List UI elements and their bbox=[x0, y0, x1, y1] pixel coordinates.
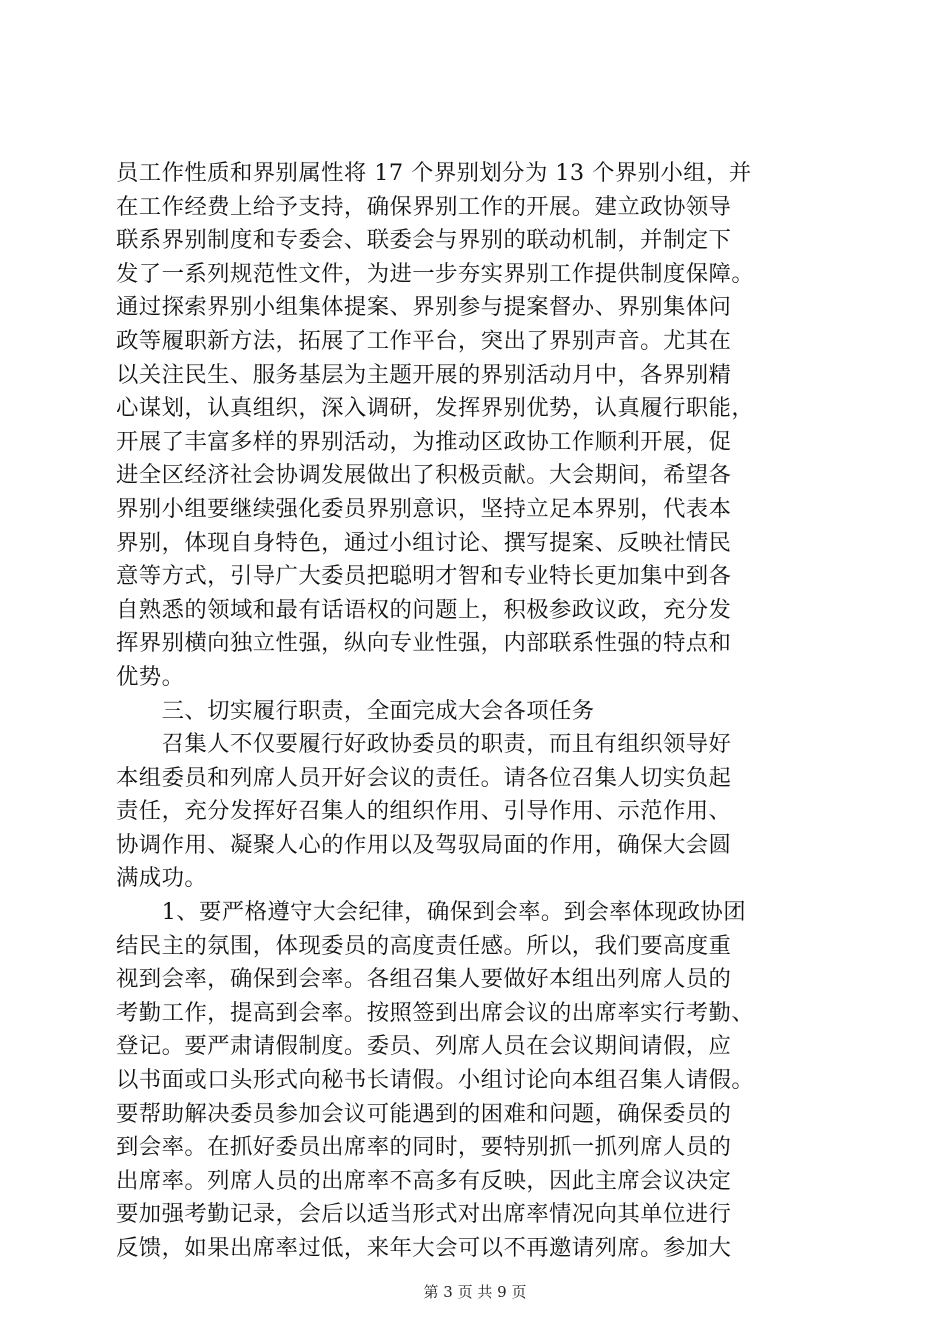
text-line: 协调作用、凝聚人心的作用以及驾驭局面的作用，确保大会圆 bbox=[116, 831, 732, 858]
text-line: 结民主的氛围，体现委员的高度责任感。所以，我们要高度重 bbox=[116, 932, 732, 959]
text-line: 出席率。列席人员的出席率不高多有反映，因此主席会议决定 bbox=[116, 1167, 732, 1194]
text-line: 心谋划，认真组织，深入调研，发挥界别优势，认真履行职能， bbox=[116, 395, 755, 422]
text-line: 要帮助解决委员参加会议可能遇到的困难和问题，确保委员的 bbox=[116, 1100, 732, 1127]
text-line: 以书面或口头形式向秘书长请假。小组讨论向本组召集人请假。 bbox=[116, 1067, 755, 1094]
text-line: 在工作经费上给予支持，确保界别工作的开展。建立政协领导 bbox=[116, 193, 732, 220]
text-line: 视到会率，确保到会率。各组召集人要做好本组出列席人员的 bbox=[116, 966, 732, 993]
text-line: 政等履职新方法，拓展了工作平台，突出了界别声音。尤其在 bbox=[116, 327, 732, 354]
text-line: 进全区经济社会协调发展做出了积极贡献。大会期间，希望各 bbox=[116, 462, 732, 489]
text-line: 1、要严格遵守大会纪律，确保到会率。到会率体现政协团 bbox=[116, 899, 746, 926]
text-line: 开展了丰富多样的界别活动，为推动区政协工作顺利开展，促 bbox=[116, 428, 732, 455]
text-line: 要加强考勤记录，会后以适当形式对出席率情况向其单位进行 bbox=[116, 1201, 732, 1228]
text-line: 界别，体现自身特色，通过小组讨论、撰写提案、反映社情民 bbox=[116, 529, 732, 556]
text-line: 以关注民生、服务基层为主题开展的界别活动月中，各界别精 bbox=[116, 361, 732, 388]
page-number-footer: 第 3 页 共 9 页 bbox=[423, 1283, 527, 1301]
text-line: 满成功。 bbox=[116, 865, 208, 892]
text-line: 联系界别制度和专委会、联委会与界别的联动机制，并制定下 bbox=[116, 227, 732, 254]
section-heading: 三、切实履行职责，全面完成大会各项任务 bbox=[116, 697, 595, 724]
text-line: 意等方式，引导广大委员把聪明才智和专业特长更加集中到各 bbox=[116, 563, 732, 590]
document-body bbox=[116, 157, 856, 1266]
text-line: 到会率。在抓好委员出席率的同时，要特别抓一抓列席人员的 bbox=[116, 1134, 732, 1161]
text-line: 发了一系列规范性文件，为进一步夯实界别工作提供制度保障。 bbox=[116, 260, 755, 287]
text-line: 自熟悉的领域和最有话语权的问题上，积极参政议政，充分发 bbox=[116, 596, 732, 623]
text-line: 本组委员和列席人员开好会议的责任。请各位召集人切实负起 bbox=[116, 764, 732, 791]
text-line: 反馈，如果出席率过低，来年大会可以不再邀请列席。参加大 bbox=[116, 1235, 732, 1261]
text-line: 通过探索界别小组集体提案、界别参与提案督办、界别集体问 bbox=[116, 294, 732, 321]
text-line: 考勤工作，提高到会率。按照签到出席会议的出席率实行考勤、 bbox=[116, 999, 755, 1026]
text-line: 召集人不仅要履行好政协委员的职责，而且有组织领导好 bbox=[116, 731, 732, 758]
text-line: 界别小组要继续强化委员界别意识，坚持立足本界别，代表本 bbox=[116, 495, 732, 522]
text-line: 员工作性质和界别属性将 17 个界别划分为 13 个界别小组，并 bbox=[116, 160, 752, 186]
text-line: 责任，充分发挥好召集人的组织作用、引导作用、示范作用、 bbox=[116, 798, 732, 825]
text-line: 挥界别横向独立性强，纵向专业性强，内部联系性强的特点和 bbox=[116, 630, 732, 657]
text-line: 优势。 bbox=[116, 663, 185, 690]
text-line: 登记。要严肃请假制度。委员、列席人员在会议期间请假，应 bbox=[116, 1033, 732, 1060]
